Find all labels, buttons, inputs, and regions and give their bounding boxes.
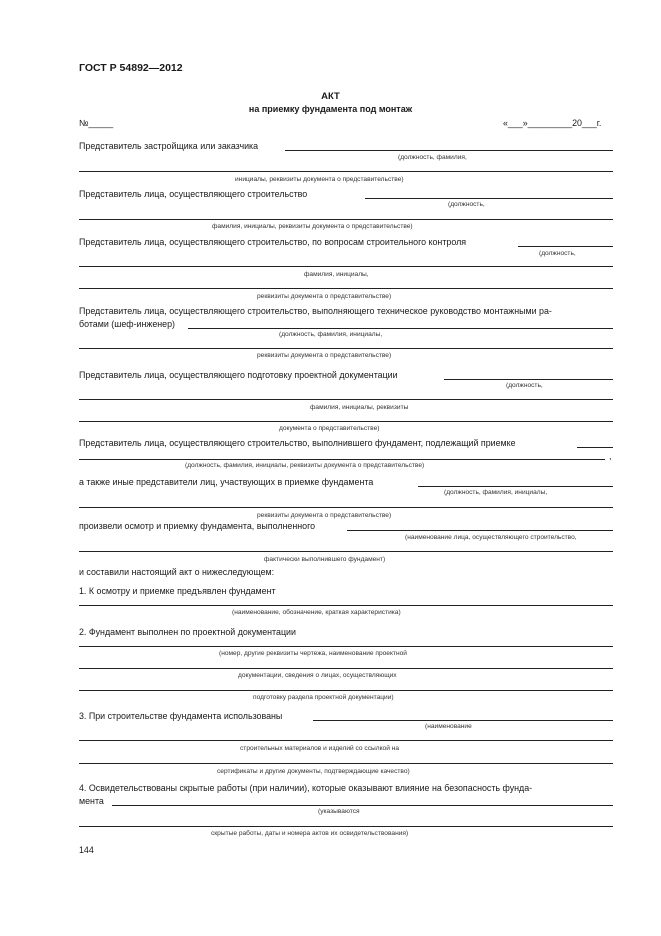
rep-developer-line[interactable]	[285, 150, 613, 151]
rep-builder-line[interactable]	[365, 198, 613, 199]
document-title: АКТ	[321, 91, 340, 102]
inspection-hint: (наименование лица, осуществляющего строительство,	[405, 534, 577, 541]
rep-design-label: Представитель лица, осуществляющего подготовку проектной документации	[79, 370, 398, 380]
rep-design-hint: (должность,	[506, 382, 543, 389]
item3-hint-3: сертификаты и другие документы, подтверждающие качество)	[217, 768, 410, 775]
rep-tech-hint-2: реквизиты документа о представительстве)	[257, 352, 392, 359]
rep-control-hint-3: реквизиты документа о представительстве)	[257, 293, 392, 300]
rep-foundation-comma: ,	[609, 451, 612, 461]
rep-foundation-hint: (должность, фамилия, инициалы, реквизиты документа о представительстве)	[185, 462, 425, 469]
inspection-line-2[interactable]	[79, 551, 613, 552]
rep-control-line-2[interactable]	[79, 266, 613, 267]
item3-hint: (наименование	[425, 723, 472, 730]
rep-developer-line-2[interactable]	[79, 171, 613, 172]
rep-builder-hint: (должность,	[448, 201, 485, 208]
inspection-line[interactable]	[347, 530, 613, 531]
rep-others-line-2[interactable]	[79, 507, 613, 508]
item3-line-3[interactable]	[79, 763, 613, 764]
item3-line[interactable]	[313, 720, 613, 721]
rep-design-hint-3: документа о представительстве)	[279, 425, 380, 432]
rep-tech-line[interactable]	[188, 328, 613, 329]
rep-tech-label-2: ботами (шеф-инженер)	[79, 319, 175, 329]
rep-design-line-3[interactable]	[79, 421, 613, 422]
page-number: 144	[79, 845, 94, 855]
act-number: №_____	[79, 118, 114, 128]
rep-control-line-3[interactable]	[79, 288, 613, 289]
item2-line-3[interactable]	[79, 690, 613, 691]
rep-builder-hint-2: фамилия, инициалы, реквизиты документа о представительстве)	[212, 223, 413, 230]
rep-developer-hint: (должность, фамилия,	[398, 154, 467, 161]
rep-others-label: а также иные представители лиц, участвующих в приемке фундамента	[79, 477, 374, 487]
item3-line-2[interactable]	[79, 740, 613, 741]
rep-design-line-2[interactable]	[79, 399, 613, 400]
rep-foundation-line[interactable]	[577, 447, 613, 448]
item2-label: 2. Фундамент выполнен по проектной документации	[79, 627, 296, 637]
rep-tech-label-1: Представитель лица, осуществляющего строительство, выполняющего техническое руководство монтажными ра-	[79, 306, 552, 316]
item4-hint-2: скрытые работы, даты и номера актов их освидетельствования)	[211, 830, 409, 837]
rep-foundation-label: Представитель лица, осуществляющего строительство, выполнившего фундамент, подлежащий приемке	[79, 438, 516, 448]
rep-design-line[interactable]	[444, 379, 613, 380]
item4-label-1: 4. Освидетельствованы скрытые работы (при наличии), которые оказывают влияние на безопасность фунда-	[79, 783, 533, 793]
item4-hint: (указываются	[318, 808, 360, 815]
rep-builder-line-2[interactable]	[79, 219, 613, 220]
rep-control-label: Представитель лица, осуществляющего строительство, по вопросам строительного контроля	[79, 237, 467, 247]
item3-label: 3. При строительстве фундамента использованы	[79, 711, 283, 721]
compiled-statement: и составили настоящий акт о нижеследующем:	[79, 567, 275, 577]
rep-others-hint-2: реквизиты документа о представительстве)	[257, 512, 392, 519]
inspection-label: произвели осмотр и приемку фундамента, выполненного	[79, 521, 316, 531]
rep-foundation-line-2[interactable]	[79, 459, 605, 460]
rep-tech-hint: (должность, фамилия, инициалы,	[279, 331, 383, 338]
rep-control-hint-2: фамилия, инициалы,	[304, 271, 369, 278]
item2-hint-3: подготовку раздела проектной документации)	[253, 694, 394, 701]
rep-tech-line-2[interactable]	[79, 348, 613, 349]
item2-hint: (номер, другие реквизиты чертежа, наименование проектной	[219, 650, 407, 657]
standard-designation: ГОСТ Р 54892—2012	[79, 62, 183, 74]
rep-builder-label: Представитель лица, осуществляющего строительство	[79, 189, 308, 199]
document-subtitle: на приемку фундамента под монтаж	[248, 104, 413, 114]
item3-hint-2: строительных материалов и изделий со ссылкой на	[240, 745, 400, 752]
item1-hint: (наименование, обозначение, краткая характеристика)	[232, 609, 401, 616]
item2-line[interactable]	[79, 646, 613, 647]
item1-line[interactable]	[79, 605, 613, 606]
item2-hint-2: документации, сведения о лицах, осуществляющих	[238, 672, 397, 679]
item2-line-2[interactable]	[79, 668, 613, 669]
rep-developer-label: Представитель застройщика или заказчика	[79, 141, 259, 151]
inspection-hint-2: фактически выполнившего фундамент)	[264, 556, 386, 563]
rep-design-hint-2: фамилия, инициалы, реквизиты	[310, 404, 409, 411]
item4-label-2: мента	[79, 796, 104, 806]
rep-others-line[interactable]	[418, 486, 613, 487]
rep-control-line[interactable]	[518, 246, 613, 247]
item4-line[interactable]	[112, 805, 613, 806]
rep-others-hint: (должность, фамилия, инициалы,	[444, 489, 548, 496]
act-date: «___»_________20___г.	[503, 118, 602, 128]
rep-control-hint: (должность,	[539, 250, 576, 257]
item1-label: 1. К осмотру и приемке предъявлен фундамент	[79, 586, 276, 596]
rep-developer-hint-2: инициалы, реквизиты документа о представительстве)	[235, 176, 404, 183]
item4-line-2[interactable]	[79, 826, 613, 827]
